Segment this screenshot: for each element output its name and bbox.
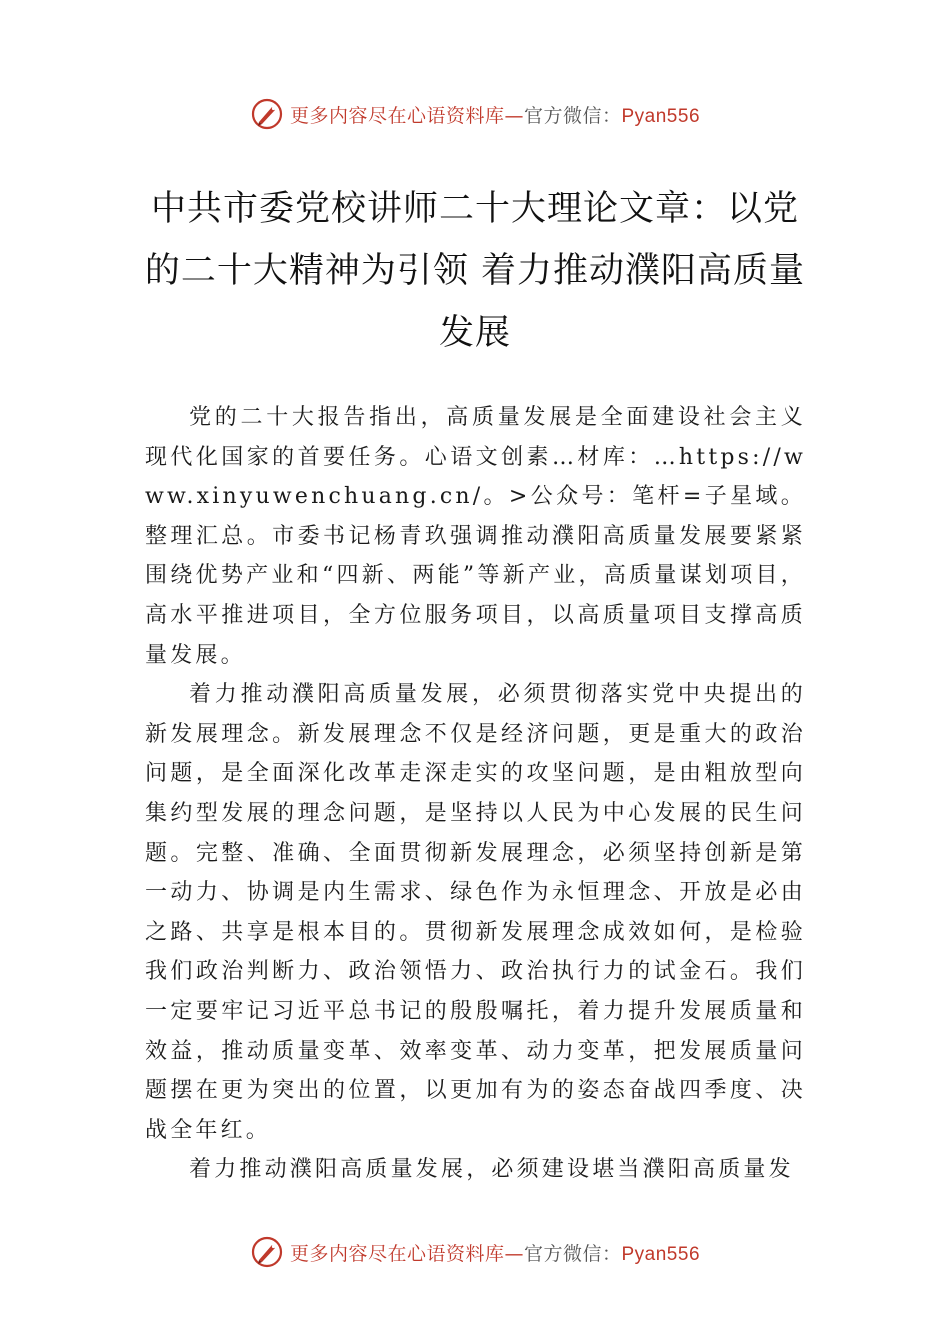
banner-text <box>290 1239 700 1266</box>
banner-wechat-id: Pyan556 <box>621 1243 701 1265</box>
paragraph: 着力推动濮阳高质量发展，必须贯彻落实党中央提出的新发展理念。新发展理念不仅是经济问题，更是重大的政治问题，是全面深化改革走深走实的攻坚问题，是由粗放型向集约型发展的理念问题，是坚持以人民为中心发展的民生问题。完整、准确、全面贯彻新发展理念，必须坚持创新是第一动力、协调是内生需求、绿色作为永恒理念、开放是必由之路、共享是根本目的。贯彻新发展理念成效如何，是检验我们政治判断力、政治领悟力、政治执行力的试金石。我们一定要牢记习近平总书记的殷殷嘱托，着力提升发展质量和效益，推动质量变革、效率变革、动力变革，把发展质量问题摆在更为突出的位置，以更加有为的姿态奋战四季度、决战全年红。 <box>145 682 806 1143</box>
banner-main-text: 更多内容尽在心语资料库 <box>289 104 505 127</box>
banner-wechat-label: 官方微信： <box>523 1242 622 1265</box>
document-body <box>145 398 806 1190</box>
paragraph: 党的二十大报告指出，高质量发展是全面建设社会主义现代化国家的首要任务。心语文创素…材库：…https://www.xinyuwenchuang.cn/。>公众号：笔杆=子星域。整理汇总。市委书记杨青玖强调推动濮阳高质量发展要紧紧围绕优势产业和“四新、两能”等新产业，高质量谋划项目，高水平推进项目，全方位服务项目，以高质量项目支撑高质量发展。 <box>145 405 806 668</box>
pen-logo-icon <box>250 97 284 131</box>
pen-logo-icon <box>250 1235 284 1269</box>
banner-separator: — <box>504 104 524 127</box>
banner-wechat-label: 官方微信： <box>523 104 622 127</box>
document-title: 中共市委党校讲师二十大理论文章：以党的二十大精神为引领 着力推动濮阳高质量发展 <box>144 189 806 353</box>
header-banner <box>0 94 950 134</box>
banner-main-text: 更多内容尽在心语资料库 <box>289 1242 505 1265</box>
paragraph: 着力推动濮阳高质量发展，必须建设堪当濮阳高质量发 <box>189 1157 794 1183</box>
footer-banner <box>0 1232 950 1272</box>
banner-separator: — <box>504 1242 524 1265</box>
banner-wechat-id: Pyan556 <box>621 105 701 127</box>
banner-text <box>290 101 700 128</box>
